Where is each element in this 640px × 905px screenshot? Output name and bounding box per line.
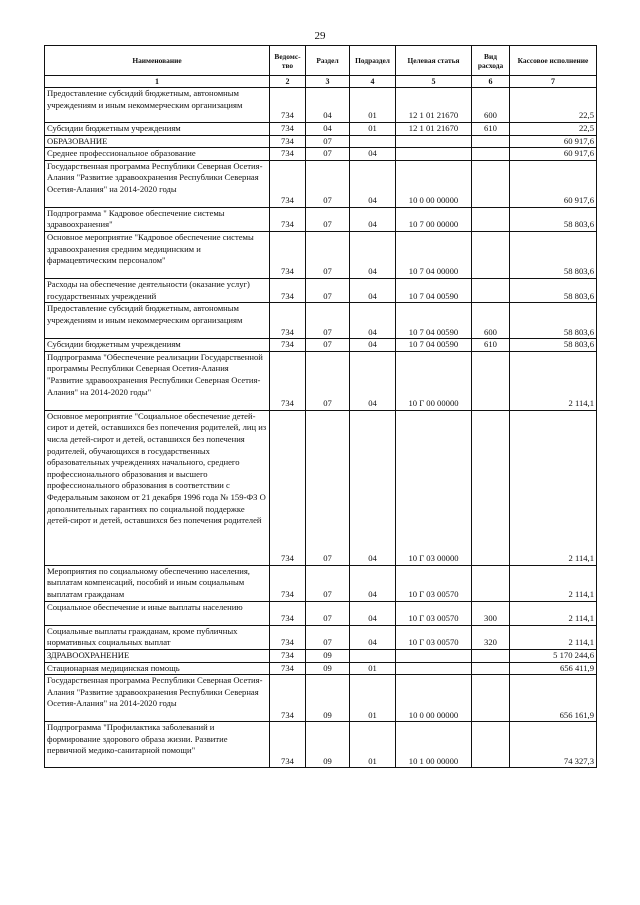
cell-dept: 734 (270, 722, 306, 768)
cell-subsection: 04 (350, 339, 396, 352)
cell-section: 04 (306, 88, 350, 123)
cell-target: 10 Г 03 00570 (396, 565, 472, 601)
cell-section: 07 (306, 410, 350, 565)
cell-dept: 734 (270, 339, 306, 352)
cell-dept: 734 (270, 565, 306, 601)
column-number: 1 (45, 76, 270, 88)
cell-dept: 734 (270, 123, 306, 136)
cell-subsection: 04 (350, 410, 396, 565)
header-target: Целевая статья (396, 46, 472, 76)
cell-dept: 734 (270, 675, 306, 722)
cell-exec: 2 114,1 (510, 410, 597, 565)
cell-name: Среднее профессиональное образование (45, 148, 270, 161)
cell-exec: 60 917,6 (510, 135, 597, 148)
cell-dept: 734 (270, 625, 306, 649)
cell-type (472, 675, 510, 722)
cell-exec: 2 114,1 (510, 601, 597, 625)
cell-name: Стационарная медицинская помощь (45, 662, 270, 675)
table-row (45, 625, 597, 649)
cell-type (472, 148, 510, 161)
cell-name: Государственная программа Республики Северная Осетия-Алания "Развитие здравоохранения Республики Северная Осетия-Алания" на 2014-2020 годы (45, 160, 270, 207)
cell-subsection: 04 (350, 565, 396, 601)
header-exec: Кассовое исполнение (510, 46, 597, 76)
cell-exec: 2 114,1 (510, 351, 597, 410)
cell-dept: 734 (270, 303, 306, 339)
cell-dept: 734 (270, 231, 306, 278)
cell-name: Субсидии бюджетным учреждениям (45, 123, 270, 136)
cell-type (472, 135, 510, 148)
cell-name: Мероприятия по социальному обеспечению населения, выплатам компенсаций, пособий и иным социальным выплатам гражданам (45, 565, 270, 601)
cell-target: 10 1 00 00000 (396, 722, 472, 768)
cell-section: 07 (306, 351, 350, 410)
table-row (45, 148, 597, 161)
cell-type (472, 160, 510, 207)
cell-name: Подпрограмма "Профилактика заболеваний и формирование здорового образа жизни. Развитие первичной медико-санитарной помощи" (45, 722, 270, 768)
cell-section: 07 (306, 231, 350, 278)
cell-exec: 60 917,6 (510, 160, 597, 207)
cell-target: 10 7 04 00590 (396, 278, 472, 302)
cell-section: 09 (306, 662, 350, 675)
cell-type: 610 (472, 123, 510, 136)
cell-exec: 2 114,1 (510, 625, 597, 649)
column-number: 2 (270, 76, 306, 88)
cell-name: Социальное обеспечение и иные выплаты населению (45, 601, 270, 625)
cell-type (472, 278, 510, 302)
cell-dept: 734 (270, 351, 306, 410)
cell-section: 09 (306, 649, 350, 662)
cell-subsection: 01 (350, 722, 396, 768)
cell-target: 10 7 04 00590 (396, 303, 472, 339)
cell-type (472, 207, 510, 231)
cell-type: 320 (472, 625, 510, 649)
page-number: 29 (314, 30, 326, 42)
cell-section: 07 (306, 160, 350, 207)
table-row (45, 565, 597, 601)
cell-type (472, 565, 510, 601)
cell-type (472, 662, 510, 675)
table-row (45, 649, 597, 662)
column-number: 6 (472, 76, 510, 88)
cell-subsection: 01 (350, 88, 396, 123)
cell-dept: 734 (270, 662, 306, 675)
cell-name: ОБРАЗОВАНИЕ (45, 135, 270, 148)
cell-exec: 58 803,6 (510, 207, 597, 231)
table-row (45, 662, 597, 675)
header-dept: Ведомс-тво (270, 46, 306, 76)
cell-target: 10 7 00 00000 (396, 207, 472, 231)
cell-name: Государственная программа Республики Северная Осетия-Алания "Развитие здравоохранения Республики Северная Осетия-Алания" на 2014-2020 годы (45, 675, 270, 722)
cell-dept: 734 (270, 148, 306, 161)
cell-subsection: 04 (350, 231, 396, 278)
cell-type: 600 (472, 303, 510, 339)
table-row (45, 303, 597, 339)
cell-name: ЗДРАВООХРАНЕНИЕ (45, 649, 270, 662)
cell-subsection: 04 (350, 303, 396, 339)
cell-target (396, 649, 472, 662)
cell-name: Подпрограмма "Обеспечение реализации Государственной программы Республики Северная Осетия-Алания "Развитие здравоохранения Республики Северная Осетия-Алания" на 2014-2020 годы" (45, 351, 270, 410)
cell-section: 07 (306, 303, 350, 339)
cell-dept: 734 (270, 601, 306, 625)
table-row (45, 601, 597, 625)
cell-target: 10 0 00 00000 (396, 675, 472, 722)
cell-name: Основное мероприятие "Кадровое обеспечение системы здравоохранения средним медицинским и фармацевтическим персоналом" (45, 231, 270, 278)
table-row (45, 135, 597, 148)
table-row (45, 410, 597, 565)
cell-subsection: 04 (350, 601, 396, 625)
table-row (45, 278, 597, 302)
table-row (45, 160, 597, 207)
cell-section: 07 (306, 278, 350, 302)
cell-subsection (350, 649, 396, 662)
cell-type (472, 649, 510, 662)
cell-name: Предоставление субсидий бюджетным, автономным учреждениям и иным некоммерческим организациям (45, 303, 270, 339)
cell-name: Расходы на обеспечение деятельности (оказание услуг) государственных учреждений (45, 278, 270, 302)
cell-section: 07 (306, 135, 350, 148)
cell-type (472, 722, 510, 768)
cell-type: 300 (472, 601, 510, 625)
cell-exec: 2 114,1 (510, 565, 597, 601)
cell-target (396, 662, 472, 675)
cell-exec: 58 803,6 (510, 278, 597, 302)
table-header-row (45, 46, 597, 76)
cell-name: Предоставление субсидий бюджетным, автономным учреждениям и иным некоммерческим организациям (45, 88, 270, 123)
cell-target: 10 7 04 00590 (396, 339, 472, 352)
cell-subsection: 04 (350, 625, 396, 649)
cell-type: 610 (472, 339, 510, 352)
table-row (45, 339, 597, 352)
header-subsection: Подраздел (350, 46, 396, 76)
cell-section: 07 (306, 339, 350, 352)
cell-subsection (350, 135, 396, 148)
cell-target: 10 Г 03 00570 (396, 601, 472, 625)
cell-section: 07 (306, 148, 350, 161)
cell-type (472, 231, 510, 278)
cell-section: 07 (306, 601, 350, 625)
header-type: Вид расхода (472, 46, 510, 76)
column-number-row (45, 76, 597, 88)
cell-exec: 58 803,6 (510, 231, 597, 278)
cell-exec: 58 803,6 (510, 339, 597, 352)
cell-dept: 734 (270, 410, 306, 565)
table-row (45, 675, 597, 722)
cell-dept: 734 (270, 88, 306, 123)
cell-exec: 5 170 244,6 (510, 649, 597, 662)
cell-name: Основное мероприятие "Социальное обеспечение детей-сирот и детей, оставшихся без попечения родителей, лиц из числа детей-сирот и детей, оставшихся без попечения родителей, обучающихся в государственных образовательных учреждениях начального, среднего профессионального образования и высшего профессионального образования в соответствии с Федеральным законом от 21 декабря 1996 года № 159-ФЗ О дополнительных гарантиях по социальной поддержке детей-сирот и детей, оставшихся без попечения родителей (45, 410, 270, 565)
table-row (45, 207, 597, 231)
column-number: 4 (350, 76, 396, 88)
budget-execution-table (44, 45, 597, 768)
cell-name: Подпрограмма " Кадровое обеспечение системы здравоохранения" (45, 207, 270, 231)
cell-exec: 656 161,9 (510, 675, 597, 722)
cell-subsection: 01 (350, 675, 396, 722)
cell-section: 07 (306, 207, 350, 231)
table-body (45, 88, 597, 768)
cell-exec: 60 917,6 (510, 148, 597, 161)
header-name: Наименование (45, 46, 270, 76)
cell-subsection: 01 (350, 123, 396, 136)
cell-target (396, 148, 472, 161)
cell-subsection: 04 (350, 351, 396, 410)
cell-exec: 22,5 (510, 88, 597, 123)
table-row (45, 88, 597, 123)
cell-target: 10 7 04 00000 (396, 231, 472, 278)
cell-target: 12 1 01 21670 (396, 88, 472, 123)
cell-section: 04 (306, 123, 350, 136)
cell-dept: 734 (270, 649, 306, 662)
cell-exec: 22,5 (510, 123, 597, 136)
cell-subsection: 04 (350, 160, 396, 207)
cell-target: 12 1 01 21670 (396, 123, 472, 136)
cell-target: 10 Г 00 00000 (396, 351, 472, 410)
column-number: 7 (510, 76, 597, 88)
cell-dept: 734 (270, 135, 306, 148)
cell-type (472, 410, 510, 565)
cell-type (472, 351, 510, 410)
cell-target: 10 Г 03 00000 (396, 410, 472, 565)
cell-subsection: 04 (350, 278, 396, 302)
cell-subsection: 01 (350, 662, 396, 675)
table-row (45, 722, 597, 768)
cell-type: 600 (472, 88, 510, 123)
cell-name: Субсидии бюджетным учреждениям (45, 339, 270, 352)
cell-target (396, 135, 472, 148)
cell-name: Социальные выплаты гражданам, кроме публичных нормативных социальных выплат (45, 625, 270, 649)
header-section: Раздел (306, 46, 350, 76)
cell-exec: 656 411,9 (510, 662, 597, 675)
cell-target: 10 0 00 00000 (396, 160, 472, 207)
cell-subsection: 04 (350, 207, 396, 231)
cell-dept: 734 (270, 207, 306, 231)
cell-exec: 58 803,6 (510, 303, 597, 339)
cell-exec: 74 327,3 (510, 722, 597, 768)
table-row (45, 123, 597, 136)
cell-dept: 734 (270, 160, 306, 207)
cell-section: 07 (306, 625, 350, 649)
table-row (45, 351, 597, 410)
table-row (45, 231, 597, 278)
cell-subsection: 04 (350, 148, 396, 161)
cell-target: 10 Г 03 00570 (396, 625, 472, 649)
column-number: 3 (306, 76, 350, 88)
column-number: 5 (396, 76, 472, 88)
cell-section: 09 (306, 722, 350, 768)
cell-section: 07 (306, 565, 350, 601)
cell-dept: 734 (270, 278, 306, 302)
cell-section: 09 (306, 675, 350, 722)
